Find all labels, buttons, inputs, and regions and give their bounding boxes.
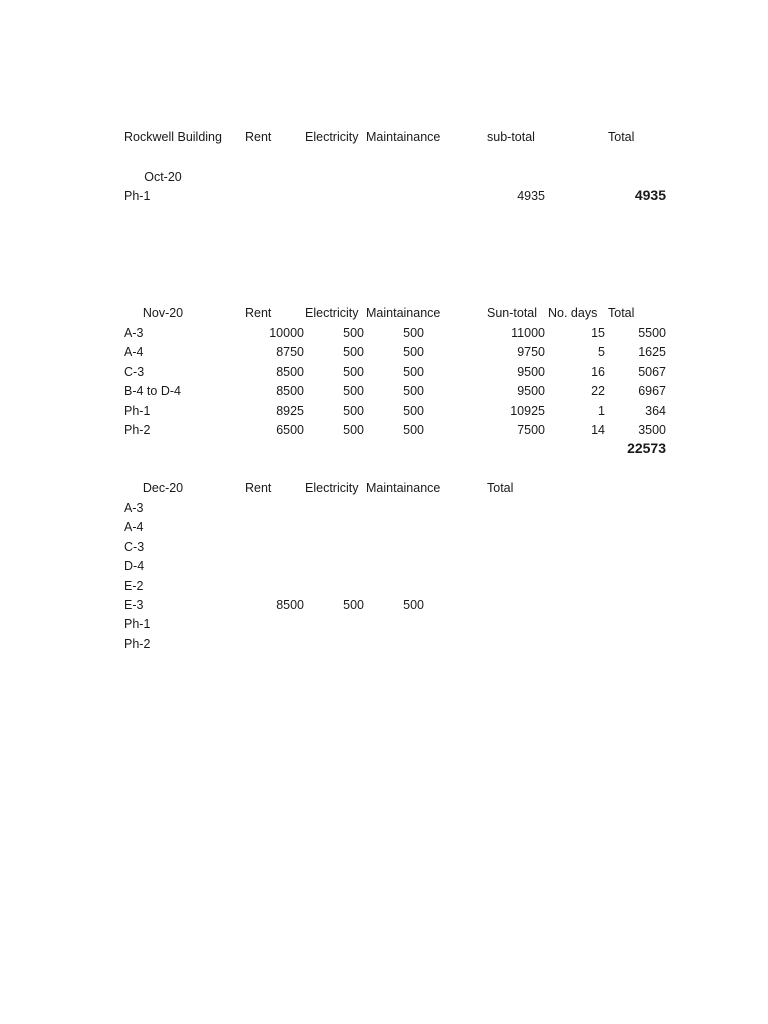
dec-row-maintainance: 500 bbox=[403, 598, 424, 612]
nov-header-subtotal: Sun-total bbox=[487, 306, 538, 320]
dec-row-electricity: 500 bbox=[343, 598, 364, 612]
nov-row-maintainance: 500 bbox=[403, 384, 424, 398]
dec-month-label: Dec-20 bbox=[142, 481, 184, 495]
oct-header-rent: Rent bbox=[245, 130, 272, 144]
nov-row-maintainance: 500 bbox=[403, 326, 424, 340]
nov-row-rent: 8500 bbox=[276, 365, 304, 379]
oct-row-unit: Ph-1 bbox=[124, 189, 151, 203]
nov-row-subtotal: 7500 bbox=[517, 423, 545, 437]
nov-row-days: 15 bbox=[591, 326, 605, 340]
nov-row-rent: 6500 bbox=[276, 423, 304, 437]
nov-header-days: No. days bbox=[548, 306, 598, 320]
nov-row-rent: 8925 bbox=[276, 404, 304, 418]
nov-row-maintainance: 500 bbox=[403, 365, 424, 379]
nov-row-days: 16 bbox=[591, 365, 605, 379]
nov-row-electricity: 500 bbox=[343, 384, 364, 398]
nov-row-total: 1625 bbox=[638, 345, 666, 359]
dec-row-unit: Ph-1 bbox=[124, 617, 151, 631]
nov-row-subtotal: 9750 bbox=[517, 345, 545, 359]
nov-row-days: 14 bbox=[591, 423, 605, 437]
nov-row-unit: C-3 bbox=[124, 365, 145, 379]
nov-row-days: 1 bbox=[598, 404, 605, 418]
nov-row-total: 3500 bbox=[638, 423, 666, 437]
nov-row-subtotal: 9500 bbox=[517, 384, 545, 398]
dec-row-unit: E-3 bbox=[124, 598, 144, 612]
dec-header-rent: Rent bbox=[245, 481, 272, 495]
nov-row-electricity: 500 bbox=[343, 365, 364, 379]
nov-row-unit: Ph-2 bbox=[124, 423, 151, 437]
oct-header-total: Total bbox=[608, 130, 635, 144]
nov-row-subtotal: 9500 bbox=[517, 365, 545, 379]
nov-row-unit: A-3 bbox=[124, 326, 144, 340]
nov-row-unit: Ph-1 bbox=[124, 404, 151, 418]
dec-header-total: Total bbox=[487, 481, 514, 495]
dec-row-unit: E-2 bbox=[124, 579, 144, 593]
nov-row-total: 5067 bbox=[638, 365, 666, 379]
nov-row-maintainance: 500 bbox=[403, 423, 424, 437]
oct-row-total: 4935 bbox=[634, 187, 666, 203]
nov-month-label: Nov-20 bbox=[142, 306, 184, 320]
nov-header-maintainance: Maintainance bbox=[366, 306, 441, 320]
dec-row-unit: D-4 bbox=[124, 559, 145, 573]
nov-row-electricity: 500 bbox=[343, 326, 364, 340]
nov-row-total: 364 bbox=[645, 404, 666, 418]
dec-header-maintainance: Maintainance bbox=[366, 481, 441, 495]
dec-row-rent: 8500 bbox=[276, 598, 304, 612]
oct-header-subtotal: sub-total bbox=[487, 130, 535, 144]
nov-row-rent: 8500 bbox=[276, 384, 304, 398]
dec-row-unit: C-3 bbox=[124, 540, 145, 554]
building-name: Rockwell Building bbox=[124, 130, 222, 144]
dec-header-electricity: Electricity bbox=[305, 481, 359, 495]
nov-row-rent: 10000 bbox=[269, 326, 304, 340]
nov-row-rent: 8750 bbox=[276, 345, 304, 359]
dec-row-unit: A-3 bbox=[124, 501, 144, 515]
oct-month-label: Oct-20 bbox=[144, 170, 182, 184]
nov-row-days: 5 bbox=[598, 345, 605, 359]
nov-header-rent: Rent bbox=[245, 306, 272, 320]
dec-row-unit: A-4 bbox=[124, 520, 144, 534]
nov-row-total: 6967 bbox=[638, 384, 666, 398]
nov-row-maintainance: 500 bbox=[403, 345, 424, 359]
nov-row-electricity: 500 bbox=[343, 345, 364, 359]
oct-row-subtotal: 4935 bbox=[517, 189, 545, 203]
nov-grand-total: 22573 bbox=[627, 440, 666, 456]
nov-row-total: 5500 bbox=[638, 326, 666, 340]
nov-row-electricity: 500 bbox=[343, 423, 364, 437]
nov-row-unit: A-4 bbox=[124, 345, 144, 359]
nov-row-maintainance: 500 bbox=[403, 404, 424, 418]
nov-row-subtotal: 10925 bbox=[510, 404, 545, 418]
nov-row-days: 22 bbox=[591, 384, 605, 398]
nov-row-unit: B-4 to D-4 bbox=[124, 384, 181, 398]
oct-header-maintainance: Maintainance bbox=[366, 130, 441, 144]
nov-row-electricity: 500 bbox=[343, 404, 364, 418]
nov-header-electricity: Electricity bbox=[305, 306, 359, 320]
dec-row-unit: Ph-2 bbox=[124, 637, 151, 651]
nov-header-total: Total bbox=[608, 306, 635, 320]
oct-header-electricity: Electricity bbox=[305, 130, 359, 144]
nov-row-subtotal: 11000 bbox=[511, 326, 545, 340]
